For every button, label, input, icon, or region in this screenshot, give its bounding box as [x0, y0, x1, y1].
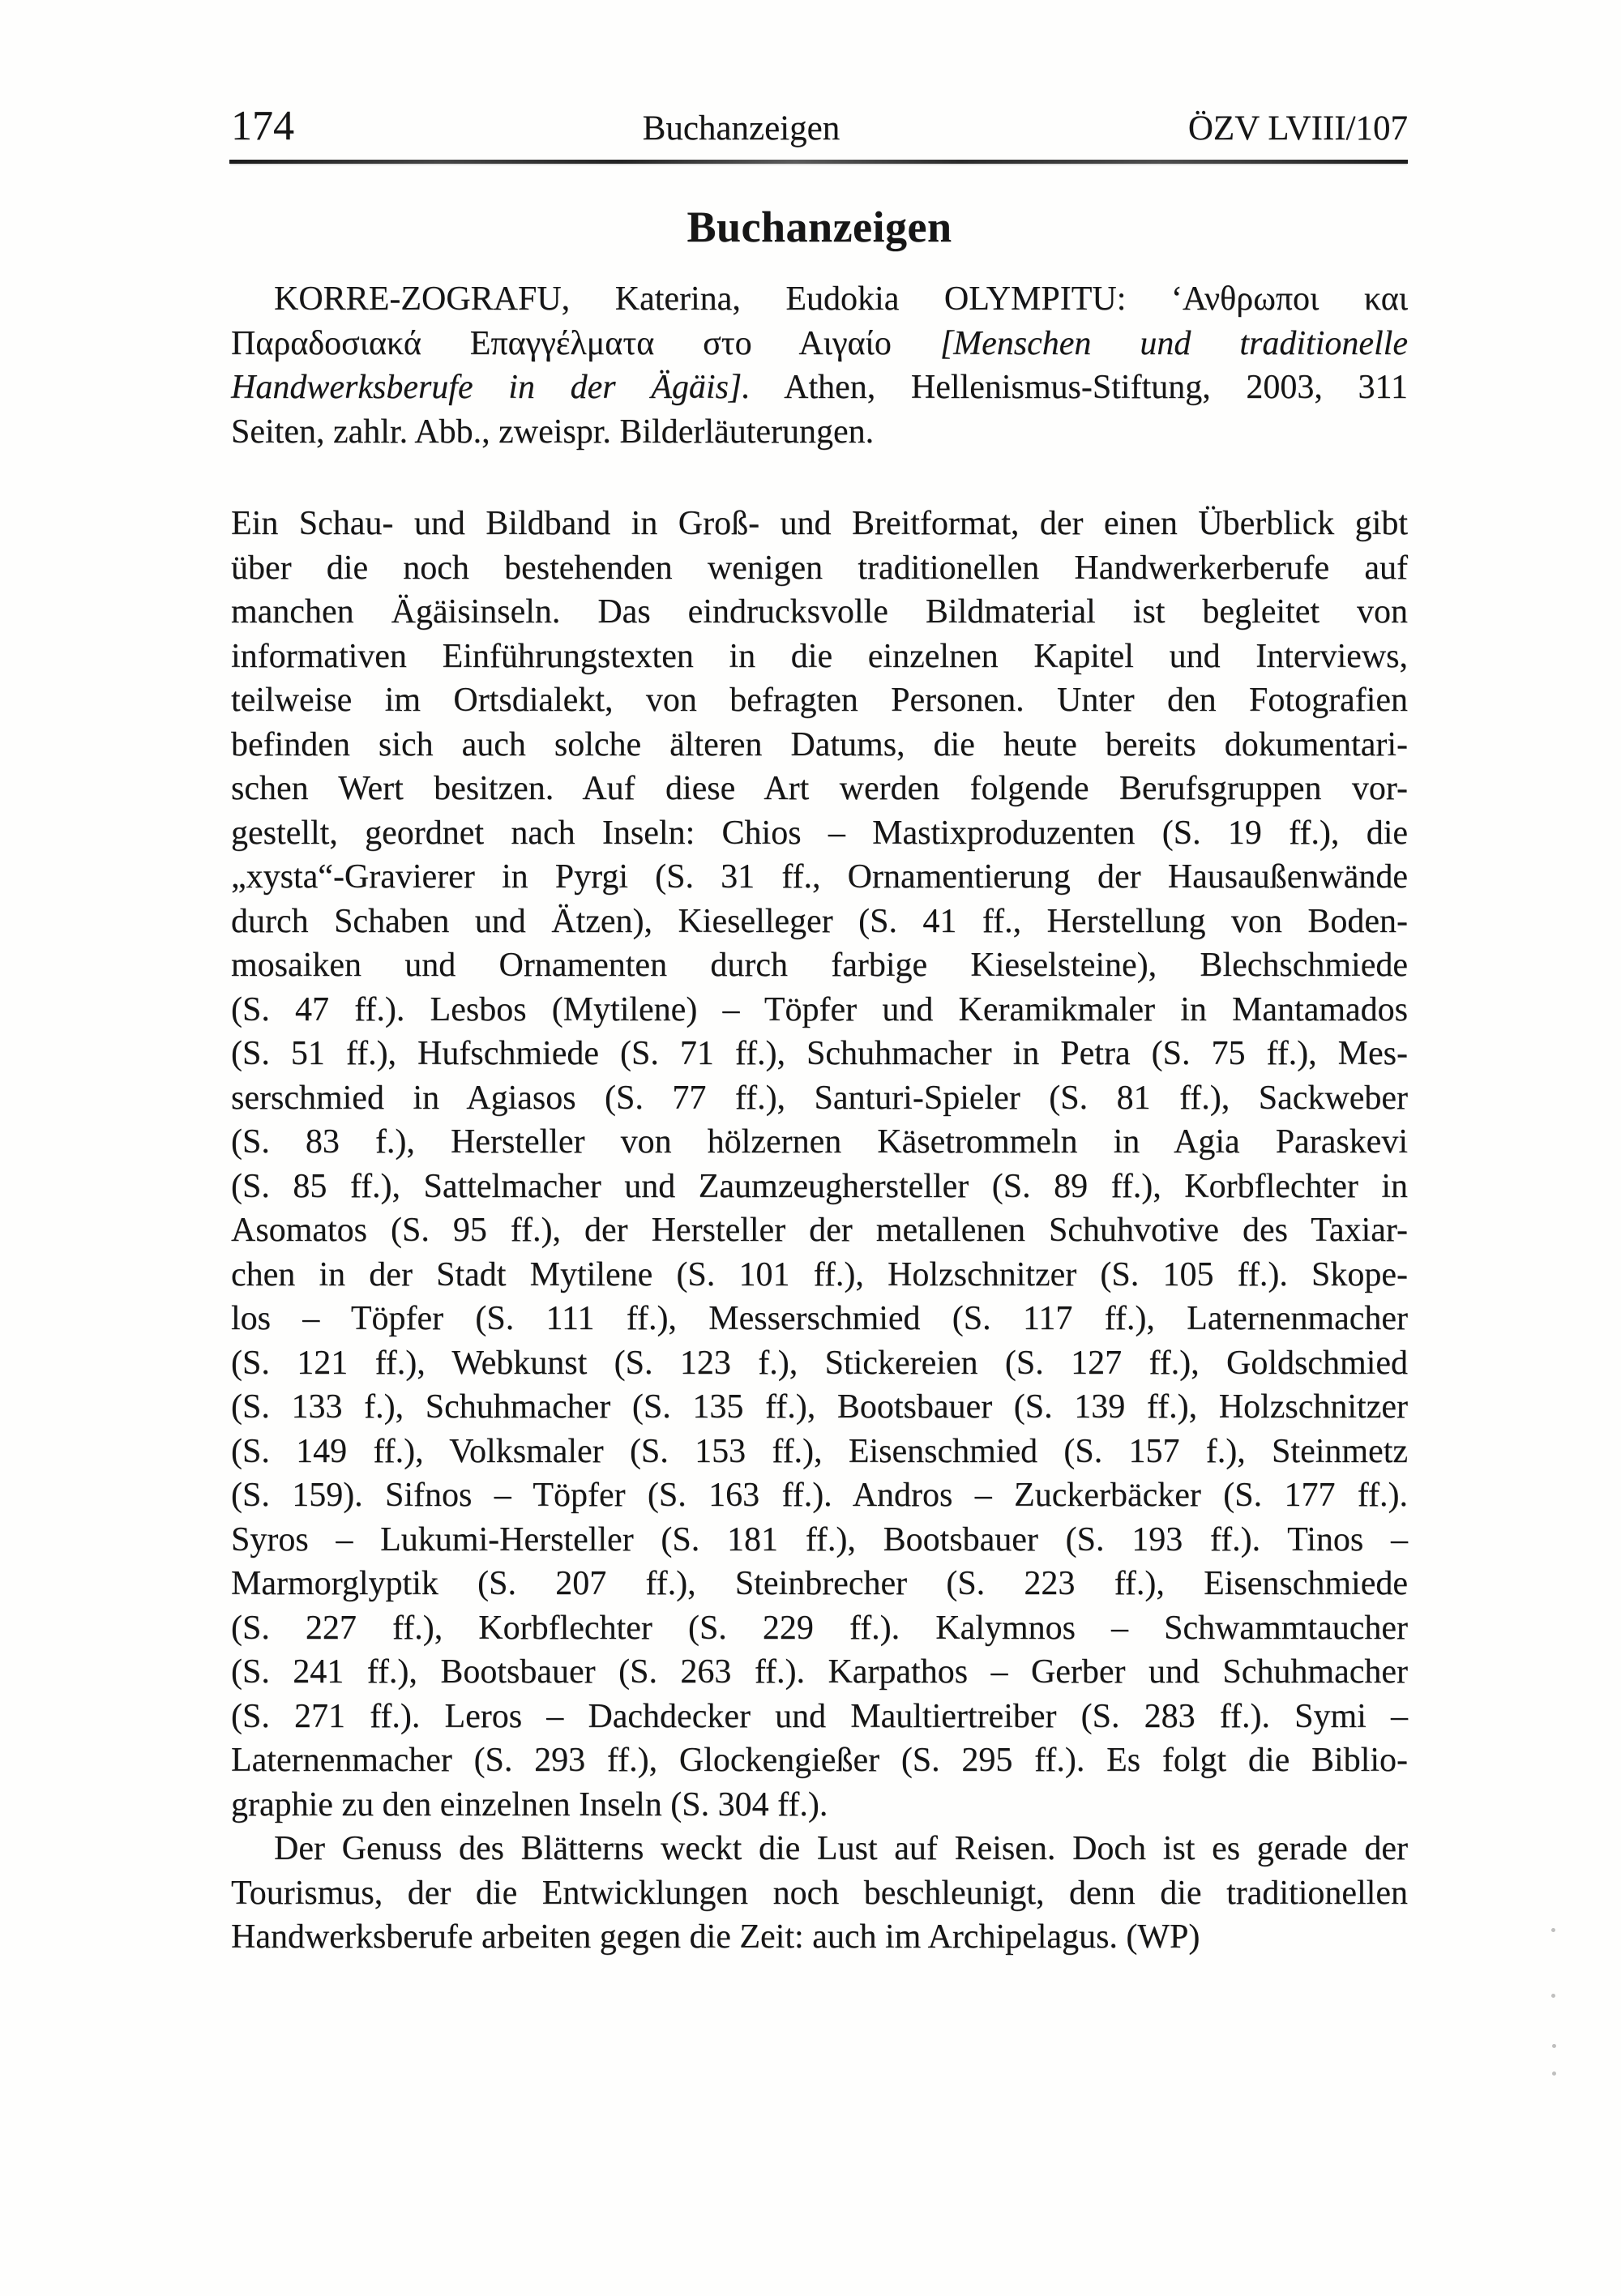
text-segment: (S. 85 ff.), Sattelmacher und Zaumzeughersteller (S. 89 ff.), Korbflechter in: [231, 1167, 1408, 1205]
text-line: [231, 1032, 1408, 1076]
text-segment: serschmied in Agiasos (S. 77 ff.), Santuri-Spieler (S. 81 ff.), Sackweber: [231, 1079, 1408, 1117]
text-line: [231, 900, 1408, 944]
text-line: [231, 1738, 1408, 1783]
review-main-paragraph: [231, 502, 1408, 1827]
text-segment: (S. 83 f.), Hersteller von hölzernen Käsetrommeln in Agia Paraskevi: [231, 1123, 1408, 1161]
text-segment: (S. 159). Sifnos – Töpfer (S. 163 ff.). Andros – Zuckerbäcker (S. 177 ff.).: [231, 1477, 1408, 1514]
text-segment: Παραδοσιακά Επαγγέλματα στο Αιγαίο: [231, 324, 940, 362]
text-segment: Tourismus, der die Entwicklungen noch beschleunigt, denn die traditionellen: [231, 1874, 1408, 1912]
text-segment: (S. 133 f.), Schuhmacher (S. 135 ff.), Bootsbauer (S. 139 ff.), Holzschnitzer: [231, 1388, 1408, 1426]
text-line: [231, 1562, 1408, 1606]
text-line: [231, 1695, 1408, 1739]
text-segment: graphie zu den einzelnen Inseln (S. 304 ff.).: [231, 1785, 828, 1824]
scan-speck: [1552, 2044, 1556, 2048]
text-line: [231, 322, 1408, 366]
text-segment: (S. 271 ff.). Leros – Dachdecker und Maultiertreiber (S. 283 ff.). Symi –: [231, 1697, 1408, 1735]
text-segment: (S. 51 ff.), Hufschmiede (S. 71 ff.), Schuhmacher in Petra (S. 75 ff.), Mes-: [231, 1035, 1408, 1072]
text-segment: (S. 149 ff.), Volksmaler (S. 153 ff.), Eisenschmied (S. 157 f.), Steinmetz: [231, 1432, 1408, 1470]
text-line: [231, 811, 1408, 856]
text-segment: (S. 47 ff.). Lesbos (Mytilene) – Töpfer und Keramikmaler in Mantamados: [231, 990, 1408, 1028]
text-line: [231, 546, 1408, 591]
page-number: 174: [231, 103, 294, 149]
text-segment: Asomatos (S. 95 ff.), der Hersteller der metallenen Schuhvotive des Taxiar-: [231, 1212, 1408, 1249]
text-segment: Marmorglyptik (S. 207 ff.), Steinbrecher (S. 223 ff.), Eisenschmiede: [231, 1565, 1408, 1602]
text-segment: Athen, Hellenismus-Stiftung, 2003, 311: [750, 369, 1408, 406]
text-segment: manchen Ägäisinseln. Das eindrucksvolle Bildmaterial ist begleitet von: [231, 593, 1408, 631]
text-line: [231, 1120, 1408, 1165]
text-line: [231, 635, 1408, 679]
text-line: [231, 767, 1408, 811]
text-line: [231, 1165, 1408, 1209]
text-line: [231, 1385, 1408, 1430]
text-segment: (S. 227 ff.), Korbflechter (S. 229 ff.). Kalymnos – Schwammtaucher: [231, 1609, 1408, 1647]
text-line: [231, 855, 1408, 900]
text-line: [231, 988, 1408, 1033]
text-line: [231, 1208, 1408, 1253]
text-segment: Seiten, zahlr. Abb., zweispr. Bilderläuterungen.: [231, 413, 875, 451]
page-title: Buchanzeigen: [686, 203, 952, 251]
text-line: [231, 1518, 1408, 1563]
text-segment: (S. 241 ff.), Bootsbauer (S. 263 ff.). Karpathos – Gerber und Schuhmacher: [231, 1653, 1408, 1691]
text-line: [231, 366, 1408, 410]
text-segment: über die noch bestehenden wenigen traditionellen Handwerkerberufe auf: [231, 549, 1408, 587]
journal-issue-reference: ÖZV LVIII/107: [1187, 109, 1408, 148]
bibliography-paragraph: [231, 277, 1408, 454]
text-segment: mosaiken und Ornamenten durch farbige Kieselsteine), Blechschmiede: [231, 947, 1408, 984]
review-closing-paragraph: [231, 1827, 1408, 1960]
text-line: [231, 678, 1408, 723]
text-line: [231, 277, 1408, 322]
text-line: [231, 1606, 1408, 1651]
text-line: [231, 723, 1408, 767]
text-segment: Der Genuss des Blätterns weckt die Lust auf Reisen. Doch ist es gerade der: [274, 1830, 1408, 1867]
text-line: [231, 1076, 1408, 1121]
text-segment: durch Schaben und Ätzen), Kieselleger (S. 41 ff., Herstellung von Boden-: [231, 902, 1408, 940]
text-segment: KORRE-ZOGRAFU, Katerina, Eudokia OLYMPITU: ‘Ανθρωποι και: [274, 280, 1408, 318]
text-line: [231, 1650, 1408, 1695]
scan-speck: [1552, 2072, 1556, 2076]
text-segment: teilweise im Ortsdialekt, von befragten Personen. Unter den Fotografien: [231, 682, 1408, 719]
text-line: [231, 1253, 1408, 1298]
text-segment: schen Wert besitzen. Auf diese Art werden folgende Berufsgruppen vor-: [231, 770, 1408, 807]
italic-text-segment: Handwerksberufe in der Ägäis].: [231, 369, 751, 406]
text-line: [231, 1871, 1408, 1916]
running-header: [231, 105, 1408, 148]
text-line: [231, 502, 1408, 546]
text-line: [231, 1430, 1408, 1474]
running-header-section-title: Buchanzeigen: [642, 109, 840, 148]
text-segment: (S. 121 ff.), Webkunst (S. 123 f.), Stickereien (S. 127 ff.), Goldschmied: [231, 1344, 1408, 1382]
text-line: [231, 1827, 1408, 1871]
text-segment: informativen Einführungstexten in die einzelnen Kapitel und Interviews,: [231, 637, 1408, 675]
header-divider-rule: [229, 160, 1408, 164]
text-segment: Ein Schau- und Bildband in Groß- und Breitformat, der einen Überblick gibt: [231, 505, 1408, 542]
text-line: [231, 1783, 1408, 1828]
text-segment: gestellt, geordnet nach Inseln: Chios – Mastixproduzenten (S. 19 ff.), die: [231, 814, 1408, 852]
text-segment: „xysta“-Gravierer in Pyrgi (S. 31 ff., Ornamentierung der Hausaußenwände: [231, 858, 1408, 896]
text-segment: Laternenmacher (S. 293 ff.), Glockengießer (S. 295 ff.). Es folgt die Biblio-: [231, 1742, 1408, 1779]
italic-text-segment: [Menschen und traditionelle: [939, 324, 1408, 362]
text-line: [231, 1341, 1408, 1386]
text-segment: Syros – Lukumi-Hersteller (S. 181 ff.), Bootsbauer (S. 193 ff.). Tinos –: [231, 1520, 1408, 1558]
scan-speck: [1551, 1994, 1555, 1998]
text-segment: Handwerksberufe arbeiten gegen die Zeit: auch im Archipelagus. (WP): [231, 1918, 1200, 1956]
text-line: [231, 590, 1408, 635]
text-segment: los – Töpfer (S. 111 ff.), Messerschmied (S. 117 ff.), Laternenmacher: [231, 1300, 1408, 1337]
text-line: [231, 1473, 1408, 1518]
text-line: [231, 1297, 1408, 1341]
text-segment: befinden sich auch solche älteren Datums, die heute bereits dokumentari-: [231, 725, 1408, 763]
text-segment: chen in der Stadt Mytilene (S. 101 ff.), Holzschnitzer (S. 105 ff.). Skope-: [231, 1255, 1408, 1293]
text-line: [231, 943, 1408, 988]
text-line: [231, 410, 1408, 455]
text-line: [231, 1915, 1408, 1960]
scan-speck: [1551, 1928, 1555, 1932]
